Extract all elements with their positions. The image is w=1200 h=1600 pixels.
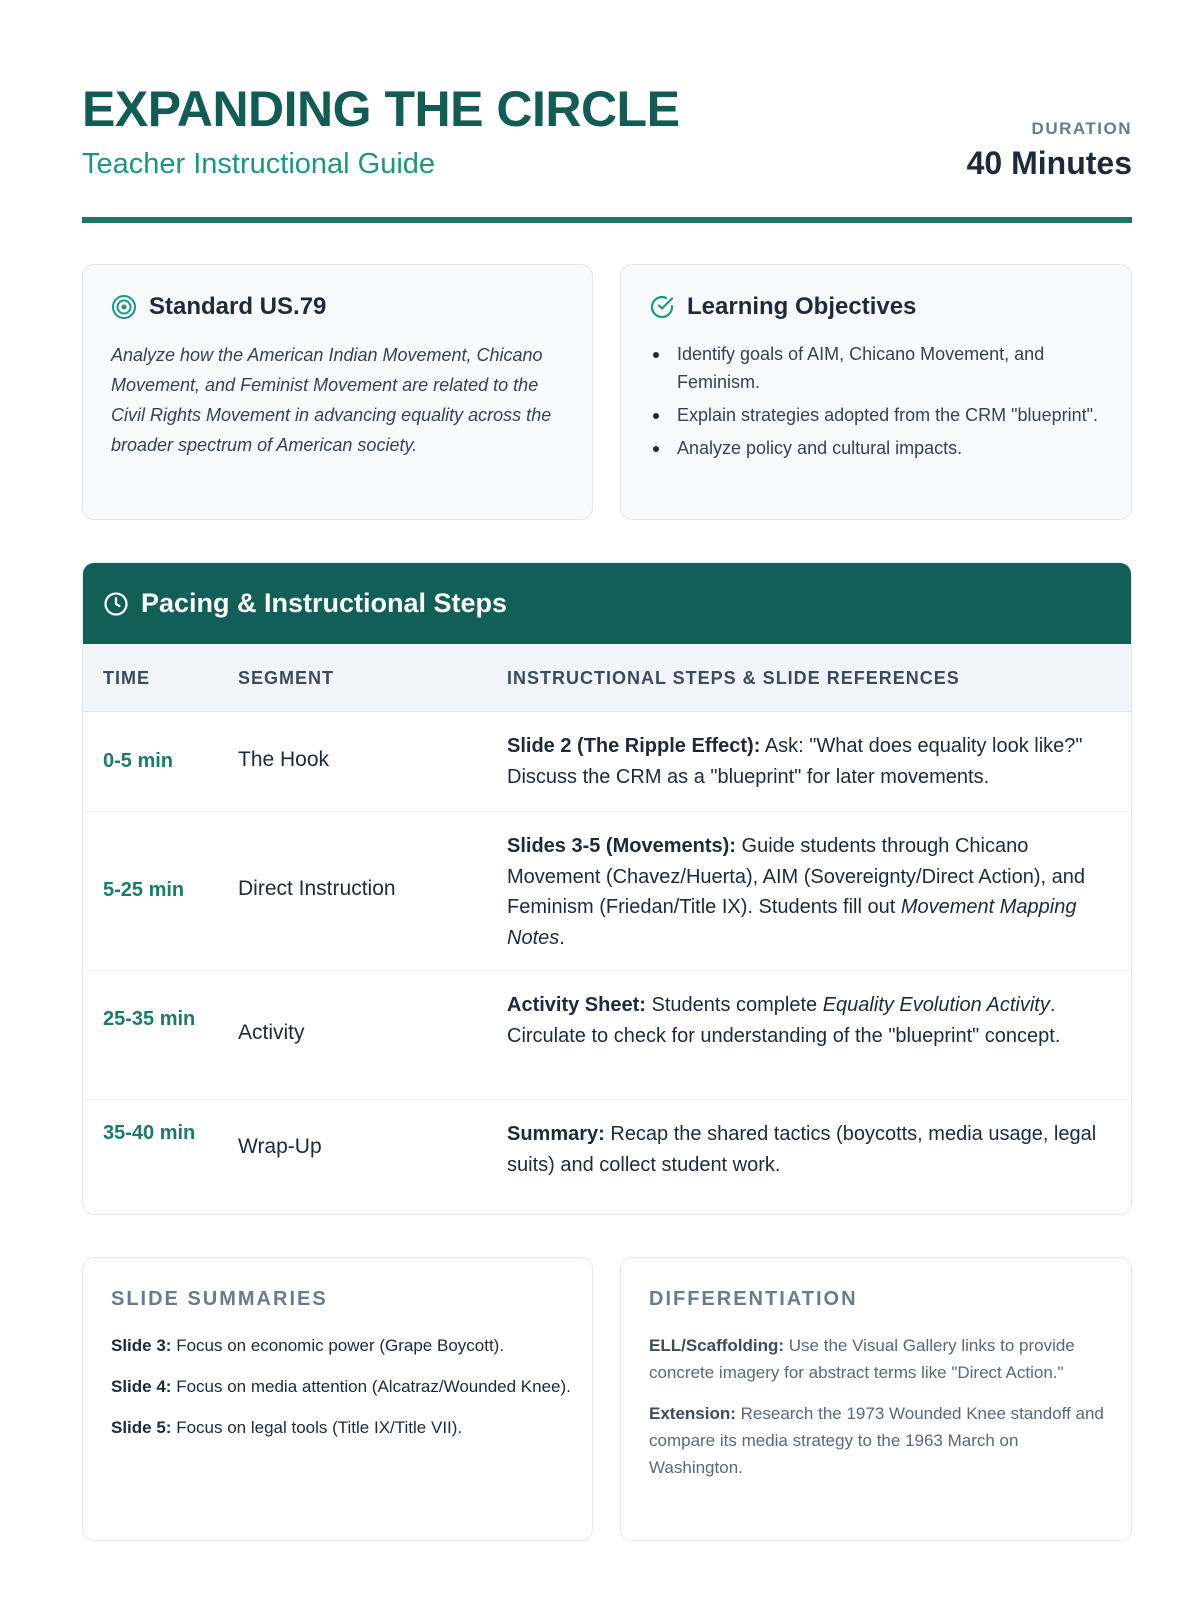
target-icon xyxy=(111,294,137,320)
objectives-title: Learning Objectives xyxy=(687,293,917,320)
row-steps-ref: Slides 3-5 (Movements): xyxy=(507,835,736,857)
slide-summary-label: Slide 5: xyxy=(111,1418,172,1437)
row-steps xyxy=(507,831,1107,953)
column-header-segment: SEGMENT xyxy=(238,668,335,688)
column-header-steps: INSTRUCTIONAL STEPS & SLIDE REFERENCES xyxy=(507,668,960,688)
check-circle-icon xyxy=(649,294,675,320)
clock-icon xyxy=(103,591,129,617)
row-segment: The Hook xyxy=(238,748,330,771)
row-time: 5-25 min xyxy=(103,879,185,901)
column-header-time: TIME xyxy=(103,668,150,688)
differentiation-item xyxy=(649,1400,1109,1481)
page-title: EXPANDING THE CIRCLE xyxy=(82,81,680,137)
objective-item: Explain strategies adopted from the CRM "blueprint". xyxy=(649,401,1107,429)
table-row xyxy=(83,971,1131,1100)
differentiation-label: Extension: xyxy=(649,1404,736,1423)
objectives-card-header xyxy=(649,293,916,321)
slide-summary-text: Focus on economic power (Grape Boycott). xyxy=(171,1336,505,1355)
slide-summary-item xyxy=(111,1414,571,1441)
standard-title: Standard US.79 xyxy=(149,293,327,320)
row-steps-text: Students complete xyxy=(645,994,823,1016)
objective-item: Identify goals of AIM, Chicano Movement, and Feminism. xyxy=(649,340,1107,396)
row-steps-ref: Activity Sheet: xyxy=(507,994,646,1016)
standard-card-header xyxy=(111,293,326,321)
differentiation-list xyxy=(649,1332,1109,1495)
slide-summary-label: Slide 3: xyxy=(111,1336,172,1355)
row-steps xyxy=(507,1119,1107,1180)
row-segment: Activity xyxy=(238,1021,305,1044)
standard-card xyxy=(82,264,593,520)
differentiation-item xyxy=(649,1332,1109,1386)
slide-summary-text: Focus on media attention (Alcatraz/Wounded Knee). xyxy=(171,1377,571,1396)
differentiation-title: DIFFERENTIATION xyxy=(649,1288,858,1310)
slide-summaries-title: SLIDE SUMMARIES xyxy=(111,1288,328,1310)
row-steps-text: Recap the shared tactics (boycotts, media usage, legal suits) and collect student work. xyxy=(507,1123,1097,1176)
slide-summary-text: Focus on legal tools (Title IX/Title VII). xyxy=(171,1418,463,1437)
row-time: 35-40 min xyxy=(103,1122,196,1144)
page-subtitle: Teacher Instructional Guide xyxy=(82,148,436,180)
differentiation-label: ELL/Scaffolding: xyxy=(649,1336,785,1355)
page-header xyxy=(82,0,1132,223)
row-time: 0-5 min xyxy=(103,750,174,772)
row-steps-text: Ask: "What does equality look like?" Discuss the CRM as a "blueprint" for later movements. xyxy=(507,735,1083,788)
table-row xyxy=(83,812,1131,971)
objective-item: Analyze policy and cultural impacts. xyxy=(649,434,1107,462)
row-segment: Direct Instruction xyxy=(238,877,396,900)
row-steps xyxy=(507,990,1107,1051)
row-time: 25-35 min xyxy=(103,1008,196,1030)
differentiation-card xyxy=(620,1257,1132,1541)
objectives-card xyxy=(620,264,1132,520)
table-header-row xyxy=(83,644,1131,712)
row-steps-text: Guide students through Chicano Movement (Chavez/Huerta), AIM (Sovereignty/Direct Action), and Feminism (Friedan/Title IX). Students fill out xyxy=(507,835,1086,918)
pacing-table xyxy=(82,562,1132,1215)
table-row xyxy=(83,1100,1131,1200)
slide-summary-label: Slide 4: xyxy=(111,1377,172,1396)
row-steps-doc: Movement Mapping Notes xyxy=(507,896,1077,949)
slide-summaries-card xyxy=(82,1257,593,1541)
differentiation-text: Use the Visual Gallery links to provide concrete imagery for abstract terms like "Direct Action." xyxy=(649,1336,1075,1382)
pacing-title: Pacing & Instructional Steps xyxy=(141,588,508,618)
row-steps-after: . Circulate to check for understanding of the "blueprint" concept. xyxy=(507,994,1061,1047)
duration-label: DURATION xyxy=(1031,119,1132,138)
slide-summary-item xyxy=(111,1332,571,1359)
slide-summary-item xyxy=(111,1373,571,1400)
row-steps-doc: Equality Evolution Activity xyxy=(822,994,1050,1016)
row-steps-ref: Summary: xyxy=(507,1123,605,1145)
slide-summaries-list xyxy=(111,1332,571,1455)
row-steps xyxy=(507,731,1107,792)
table-row xyxy=(83,712,1131,812)
row-segment: Wrap-Up xyxy=(238,1135,322,1158)
row-steps-after: . xyxy=(559,926,565,949)
row-steps-ref: Slide 2 (The Ripple Effect): xyxy=(507,735,761,757)
lesson-guide xyxy=(82,0,1132,1477)
objectives-list xyxy=(649,340,1107,467)
pacing-header xyxy=(83,563,1131,644)
differentiation-text: Research the 1973 Wounded Knee standoff and compare its media strategy to the 1963 March on Washington. xyxy=(649,1404,1104,1477)
duration-value: 40 Minutes xyxy=(966,145,1132,181)
standard-text: Analyze how the American Indian Movement, Chicano Movement, and Feminist Movement are related to the Civil Rights Movement in advancing equality across the broader spectrum of American society. xyxy=(111,345,552,455)
